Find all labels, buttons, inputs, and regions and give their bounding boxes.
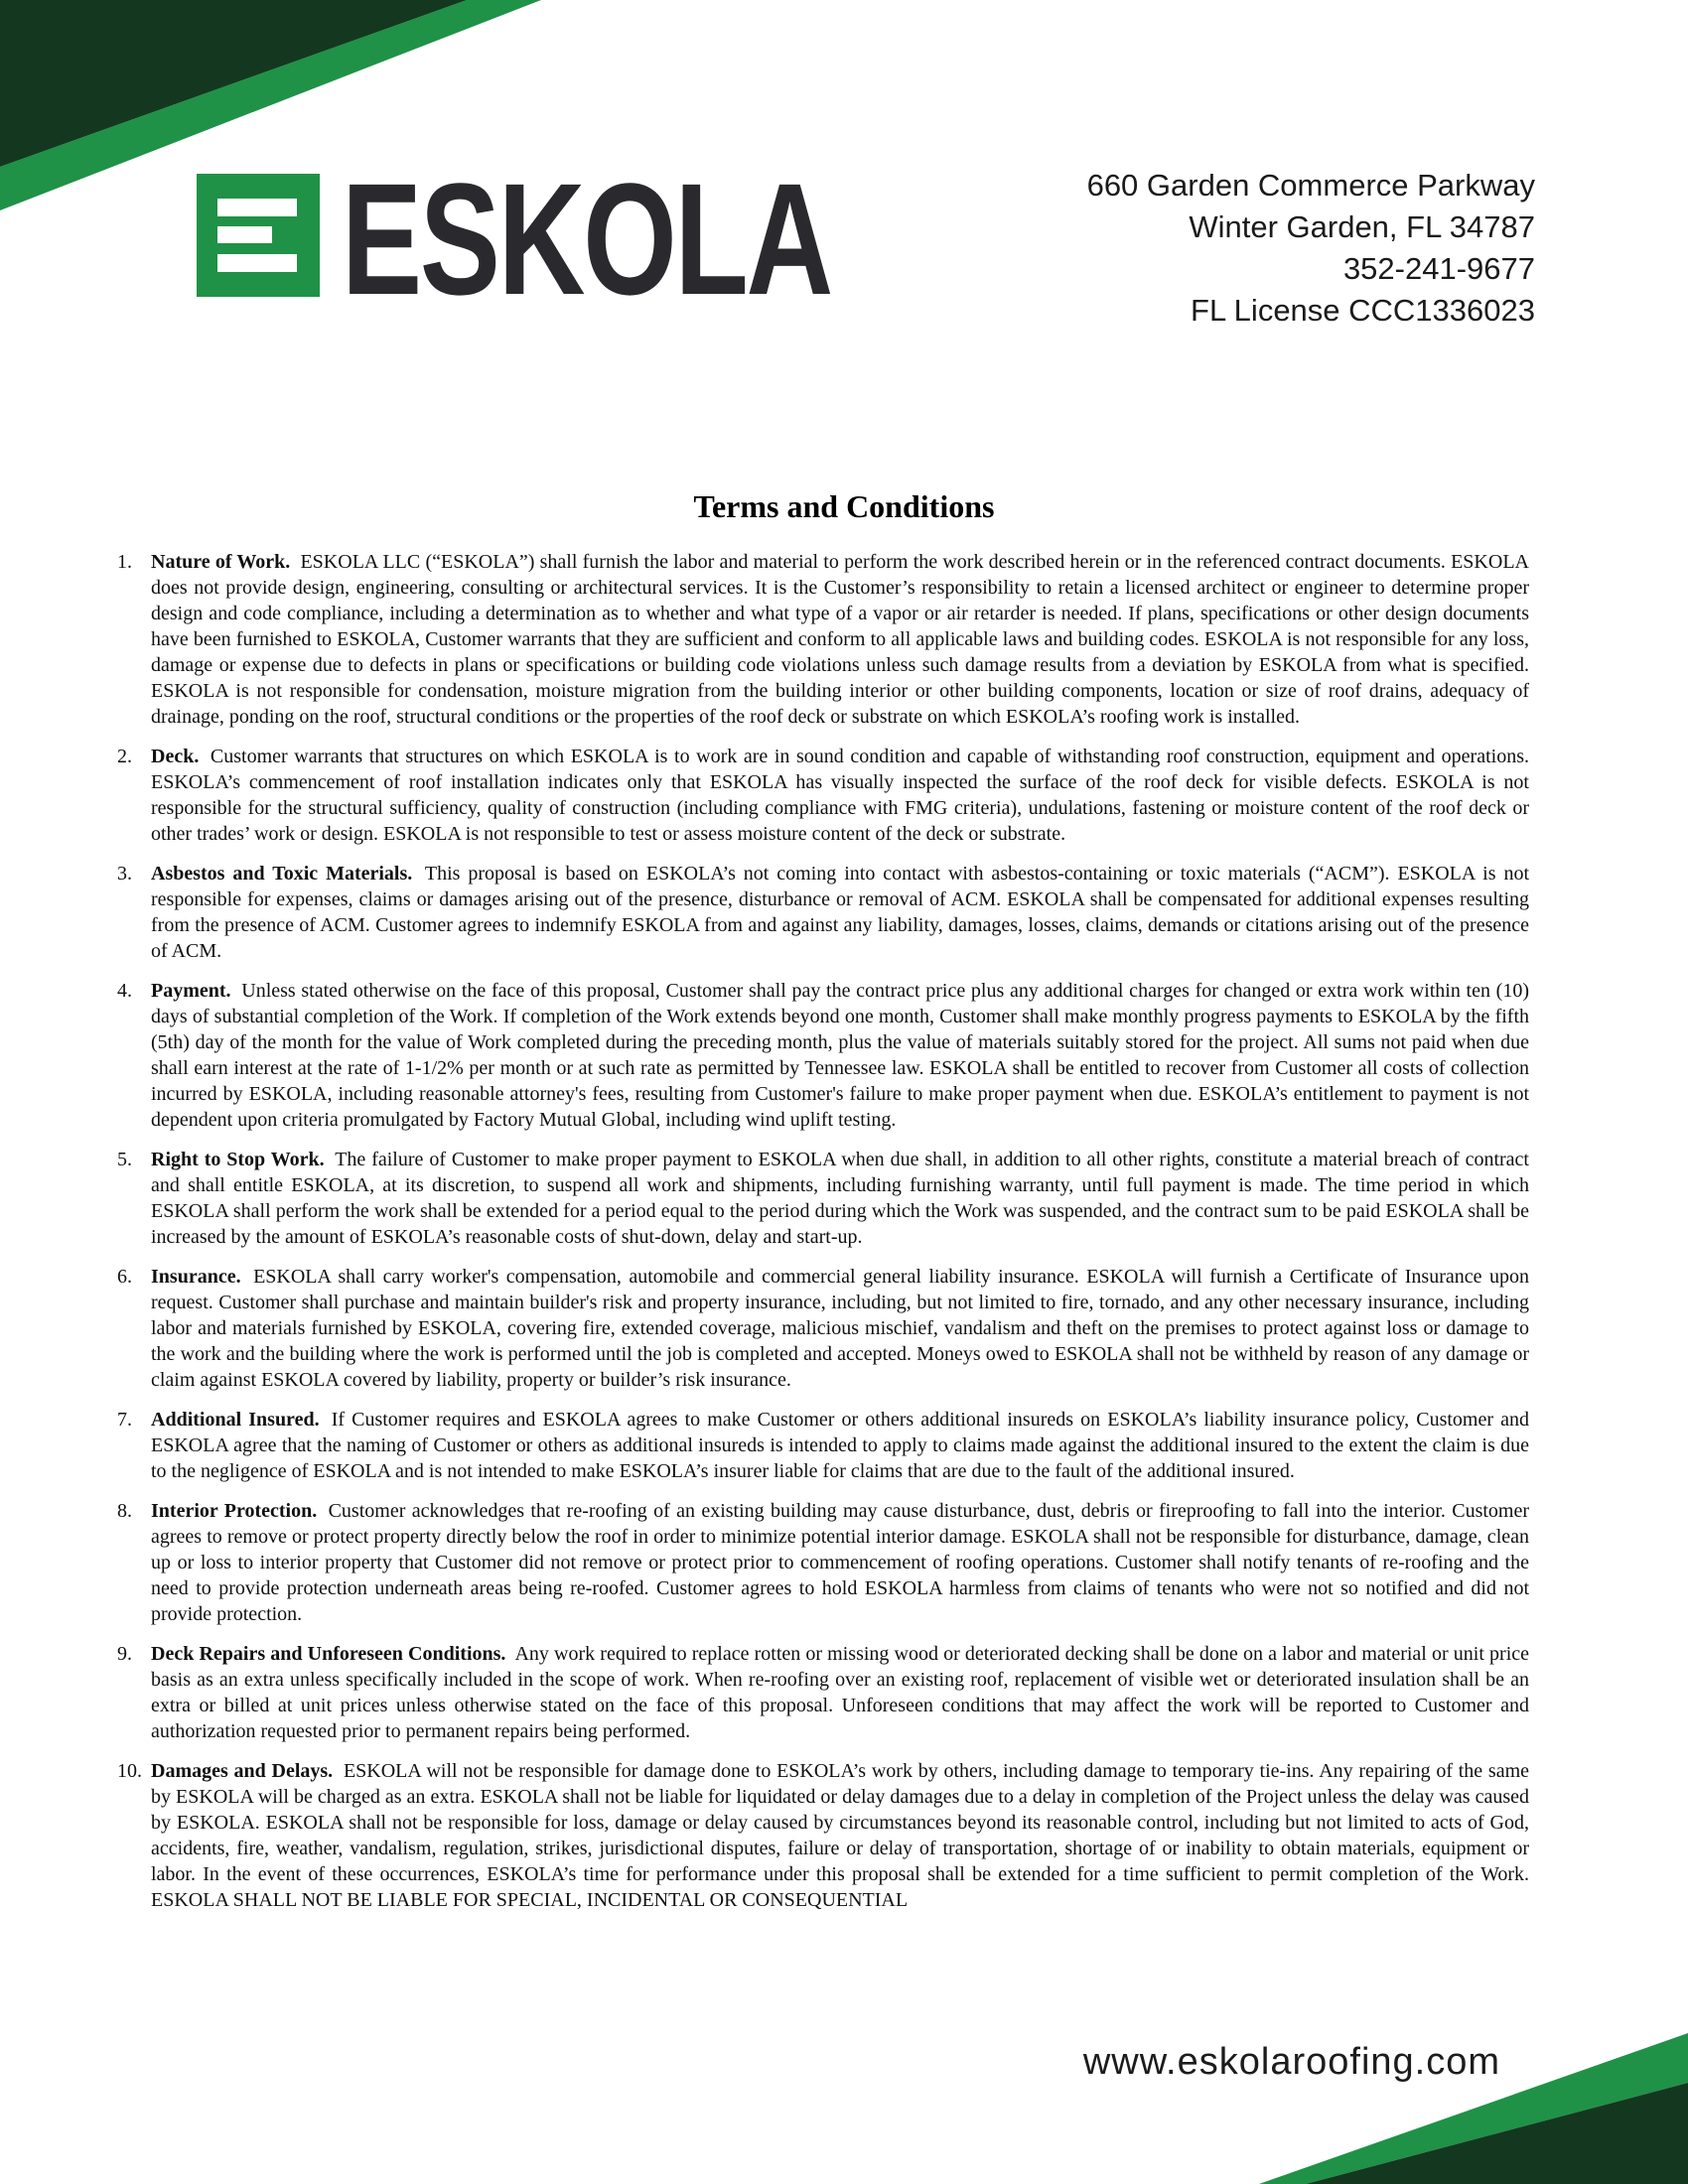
term-body: Any work required to replace rotten or missing wood or deteriorated decking shall be done on a labor and material or unit price basis as an extra unless specifically included in the scope of work. When re-roofing over an existing roof, replacement of visible wet or deteriorated insulation shall be an extra or billed at unit prices unless otherwise stated on the face of this proposal. Unforeseen conditions that may affect the work will be reported to Customer and authorization requested prior to permanent repairs being performed. — [151, 1643, 1530, 1742]
term-item-2 — [117, 744, 1529, 847]
term-body: Customer warrants that structures on which ESKOLA is to work are in sound condition and capable of withstanding roof construction, equipment and operations. ESKOLA’s commencement of roof installation indicates only that ESKOLA has visually inspected the surface of the roof deck for visible defects. ESKOLA is not responsible for the structural sufficiency, quality of construction (including compliance with FMG criteria), undulations, fastening or moisture content of the roof deck or other trades’ work or design. ESKOLA is not responsible to test or assess moisture content of the deck or substrate. — [151, 746, 1529, 845]
term-heading: Damages and Delays. — [151, 1760, 334, 1782]
terms-list — [117, 549, 1529, 1927]
term-heading: Right to Stop Work. — [151, 1149, 325, 1170]
term-item-9 — [117, 1641, 1529, 1744]
term-number: 9. — [117, 1643, 132, 1665]
company-logo — [197, 150, 986, 328]
term-body: This proposal is based on ESKOLA’s not coming into contact with asbestos-containing or toxic materials (“ACM”). ESKOLA is not responsible for expenses, claims or damages arising out of the presence, disturbance or removal of ACM. ESKOLA shall be compensated for additional expenses resulting from the presence of ACM. Customer agrees to indemnify ESKOLA from and against any liability, damages, losses, claims, demands or citations arising out of the presence of ACM. — [151, 863, 1530, 962]
logo-bar-bottom — [217, 254, 297, 272]
term-heading: Additional Insured. — [151, 1409, 320, 1431]
term-heading: Insurance. — [151, 1266, 241, 1288]
term-heading: Nature of Work. — [151, 551, 291, 573]
term-number: 1. — [117, 551, 132, 573]
term-heading: Deck. — [151, 746, 200, 767]
address-line-street: 660 Garden Commerce Parkway — [1086, 168, 1535, 203]
term-item-6 — [117, 1264, 1529, 1393]
term-body: Unless stated otherwise on the face of this proposal, Customer shall pay the contract price plus any additional charges for changed or extra work within ten (10) days of substantial completion of the Work. If completion of the Work extends beyond one month, Customer shall make monthly progress payments to ESKOLA by the fifth (5th) day of the month for the value of Work completed during the preceding month, plus the value of materials suitably stored for the project. All sums not paid when due shall earn interest at the rate of 1-1/2% per month or at such rate as permitted by Tennessee law. ESKOLA shall be entitled to recover from Customer all costs of collection incurred by ESKOLA, including reasonable attorney's fees, resulting from Customer's failure to make proper payment when due. ESKOLA’s entitlement to payment is not dependent upon criteria promulgated by Factory Mutual Global, including wind uplift testing. — [151, 980, 1530, 1131]
term-item-5 — [117, 1147, 1529, 1250]
term-number: 7. — [117, 1409, 132, 1431]
website-url: www.eskolaroofing.com — [1082, 2041, 1500, 2083]
term-body: If Customer requires and ESKOLA agrees to make Customer or others additional insureds on ESKOLA’s liability insurance policy, Customer and ESKOLA agree that the naming of Customer or others as additional insureds is intended to apply to claims made against the additional insured to the extent the claim is due to the negligence of ESKOLA and is not intended to make ESKOLA’s insurer liable for claims that are due to the fault of the additional insured. — [151, 1409, 1529, 1482]
term-number: 10. — [117, 1760, 142, 1782]
term-body: ESKOLA shall carry worker's compensation, automobile and commercial general liability insurance. ESKOLA will furnish a Certificate of Insurance upon request. Customer shall purchase and maintain builder's risk and property insurance, including, but not limited to fire, tornado, and any other necessary insurance, including labor and materials furnished by ESKOLA, covering fire, extended coverage, malicious mischief, vandalism and theft on the premises to protect against loss or damage to the work and the building where the work is performed until the job is completed and accepted. Moneys owed to ESKOLA shall not be withheld by reason of any damage or claim against ESKOLA covered by liability, property or builder’s risk insurance. — [151, 1266, 1529, 1391]
logo-wordmark: ESKOLA — [342, 150, 832, 328]
logo-bar-middle — [217, 226, 272, 243]
term-item-1 — [117, 549, 1529, 730]
term-number: 6. — [117, 1266, 132, 1288]
address-line-phone: 352-241-9677 — [1342, 251, 1535, 286]
term-number: 8. — [117, 1500, 132, 1522]
term-number: 5. — [117, 1149, 132, 1170]
term-body: Customer acknowledges that re-roofing of an existing building may cause disturbance, dust, debris or fireproofing to fall into the interior. Customer agrees to remove or protect property directly below the roof in order to minimize potential interior damage. ESKOLA shall not be responsible for disturbance, damage, clean up or loss to interior property that Customer did not remove or protect prior to commencement of roofing operations. Customer shall notify tenants of re-roofing and the need to provide protection underneath areas being re-roofed. Customer agrees to hold ESKOLA harmless from claims of tenants who were not so notified and did not provide protection. — [151, 1500, 1530, 1625]
term-body: The failure of Customer to make proper payment to ESKOLA when due shall, in addition to all other rights, constitute a material breach of contract and shall entitle ESKOLA, at its discretion, to suspend all work and shipments, including furnishing warranty, until full payment is made. The time period in which ESKOLA shall perform the work shall be extended for a period equal to the period during which the Work was suspended, and the contract sum to be paid ESKOLA shall be increased by the amount of ESKOLA’s reasonable costs of shut-down, delay and start-up. — [151, 1149, 1529, 1248]
term-item-3 — [117, 861, 1529, 964]
page-title: Terms and Conditions — [693, 488, 995, 524]
term-heading: Asbestos and Toxic Materials. — [151, 863, 413, 885]
address-line-city: Winter Garden, FL 34787 — [1189, 209, 1535, 244]
logo-bar-top — [217, 199, 297, 216]
company-address-block — [1087, 165, 1535, 332]
term-number: 3. — [117, 863, 132, 885]
term-item-10 — [117, 1758, 1529, 1913]
term-heading: Payment. — [151, 980, 231, 1002]
term-item-4 — [117, 978, 1529, 1133]
corner-triangle-dark-green — [0, 0, 467, 167]
term-heading: Interior Protection. — [151, 1500, 318, 1522]
address-line-license: FL License CCC1336023 — [1191, 293, 1535, 328]
term-item-8 — [117, 1498, 1529, 1627]
corner-decoration-bottom-right — [1132, 2020, 1688, 2184]
term-item-7 — [117, 1407, 1529, 1484]
eskola-e-mark-icon — [197, 174, 320, 297]
term-number: 2. — [117, 746, 132, 767]
term-body: ESKOLA LLC (“ESKOLA”) shall furnish the labor and material to perform the work described herein or in the referenced contract documents. ESKOLA does not provide design, engineering, consulting or architectural services. It is the Customer’s responsibility to retain a licensed architect or engineer to determine proper design and code compliance, including a determination as to whether and what type of a vapor or air retarder is needed. If plans, specifications or other design documents have been furnished to ESKOLA, Customer warrants that they are sufficient and conform to all applicable laws and building codes. ESKOLA is not responsible for any loss, damage or expense due to defects in plans or specifications or building code violations unless such damage results from a deviation by ESKOLA from what is specified. ESKOLA is not responsible for condensation, moisture migration from the building interior or other building components, location or size of roof drains, adequacy of drainage, ponding on the roof, structural conditions or the properties of the roof deck or substrate on which ESKOLA’s roofing work is installed. — [151, 551, 1529, 728]
term-number: 4. — [117, 980, 132, 1002]
term-body: ESKOLA will not be responsible for damage done to ESKOLA’s work by others, including damage to temporary tie-ins. Any repairing of the same by ESKOLA will be charged as an extra. ESKOLA shall not be liable for liquidated or delay damages due to a delay in completion of the Project unless the delay was caused by ESKOLA. ESKOLA shall not be responsible for loss, damage or delay caused by circumstances beyond its reasonable control, including but not limited to acts of God, accidents, fire, weather, vandalism, regulation, strikes, jurisdictional disputes, failure or delay of transportation, shortage of or inability to obtain materials, equipment or labor. In the event of these occurrences, ESKOLA’s time for performance under this proposal shall be extended for a time sufficient to permit completion of the Work. ESKOLA SHALL NOT BE LIABLE FOR SPECIAL, INCIDENTAL OR CONSEQUENTIAL — [151, 1760, 1530, 1911]
term-heading: Deck Repairs and Unforeseen Conditions. — [151, 1643, 506, 1665]
